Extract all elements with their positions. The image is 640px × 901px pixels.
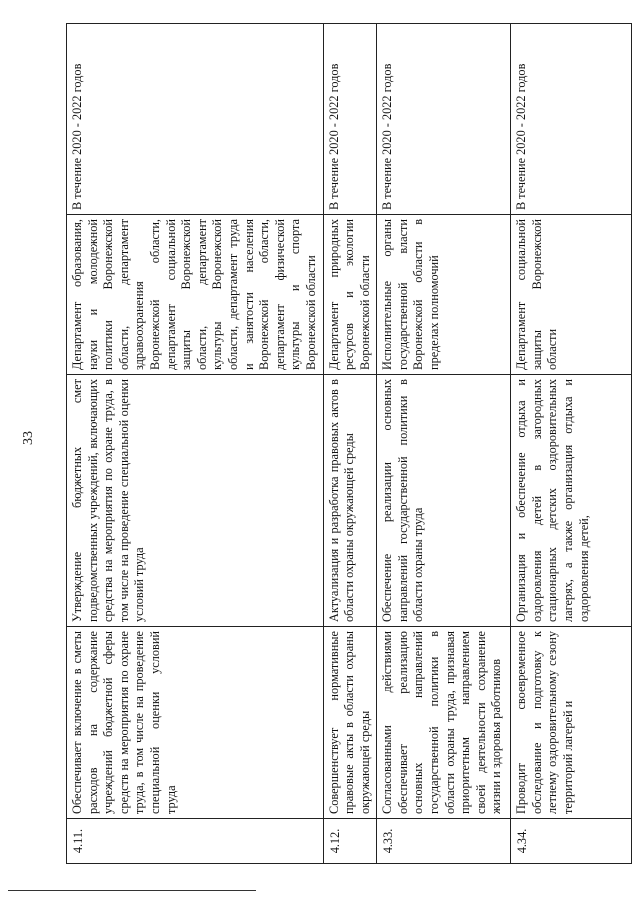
measures-table (66, 23, 632, 864)
bottom-rule (8, 890, 256, 891)
executors-cell: Департамент образования, науки и молодежной политики Воронежской области, департамент здравоохранения Воронежской области, департамент социальной защиты Воронежской области, департамент культуры Воронежской области, департамент труда и занятости населения Воронежской области, департамент физической культуры и спорта Воронежской области (67, 215, 324, 375)
function-cell: Согласованными действиями обеспечивает реализацию основных направлений государственной политики в области охраны труда, признавая приоритетным направлением своей деятельности сохранение жизни и здоровья работников (377, 627, 511, 819)
activity-cell: Обеспечение реализации основных направлений государственной политики в области охраны труда (377, 375, 511, 627)
table-row (67, 24, 324, 864)
row-number-cell: 4.33. (377, 819, 511, 864)
function-cell: Проводит своевременное обследование и подготовку к летнему оздоровительному сезону территорий лагерей и (511, 627, 632, 819)
page-number: 33 (21, 431, 36, 445)
term-cell: В течение 2020 - 2022 годов (377, 24, 511, 215)
table-row (377, 24, 511, 864)
activity-cell: Актуализация и разработка правовых актов в области охраны окружающей среды (323, 375, 377, 627)
function-cell: Совершенствует нормативные правовые акты в области охраны окружающей среды (323, 627, 377, 819)
function-cell: Обеспечивает включение в сметы расходов на содержание учреждений бюджетной сферы средств на мероприятия по охране труда, в том числе на проведение специальной оценки условий труда (67, 627, 324, 819)
rotated-table-container (66, 24, 628, 864)
term-cell: В течение 2020 - 2022 годов (323, 24, 377, 215)
executors-cell: Исполнительные органы государственной власти Воронежской области в пределах полномочий (377, 215, 511, 375)
term-cell: В течение 2020 - 2022 годов (67, 24, 324, 215)
table-row (511, 24, 632, 864)
activity-cell: Утверждение бюджетных смет подведомственных учреждений, включающих средства на мероприятия по охране труда, в том числе на проведение специальной оценки условий труда (67, 375, 324, 627)
row-number-cell: 4.12. (323, 819, 377, 864)
activity-cell: Организация и обеспечение отдыха и оздоровления детей в загородных стационарных детских оздоровительных лагерях, а также организация отдыха и оздоровления детей, (511, 375, 632, 627)
table-row (323, 24, 377, 864)
row-number-cell: 4.11. (67, 819, 324, 864)
term-cell: В течение 2020 - 2022 годов (511, 24, 632, 215)
executors-cell: Департамент природных ресурсов и экологии Воронежской области (323, 215, 377, 375)
executors-cell: Департамент социальной защиты Воронежской области (511, 215, 632, 375)
row-number-cell: 4.34. (511, 819, 632, 864)
